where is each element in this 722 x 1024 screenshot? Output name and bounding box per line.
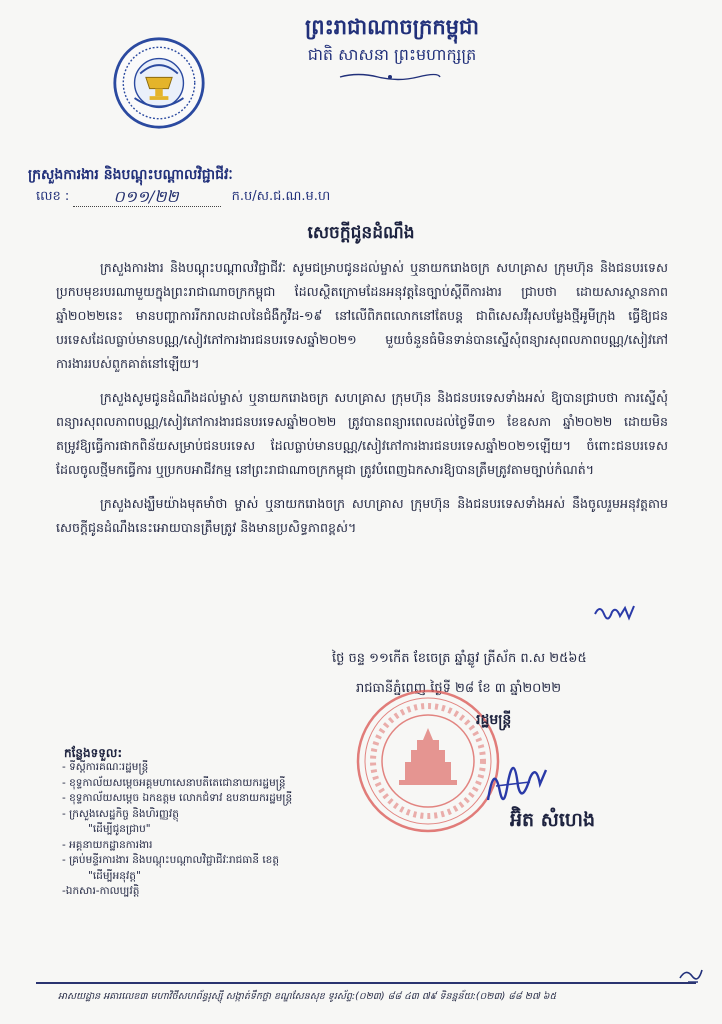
footer-divider — [36, 982, 696, 984]
recipients-title: កន្លែងទទួល: — [64, 746, 123, 760]
minister-name: អ៊ិត សំហេង — [510, 809, 596, 831]
recipient-item: - អគ្គនាយកដ្ឋានការងារ — [62, 838, 153, 851]
recipient-item: - ខុទ្ទកាល័យសម្តេចអគ្គមហាសេនាបតីតេជោនាយករដ្ឋមន្ត្រី — [62, 776, 286, 789]
paragraph-3: ក្រសួងសង្ឃឹមយ៉ាងមុតមាំថា ម្ចាស់ ឬនាយករោងចក្រ សហគ្រាស ក្រុមហ៊ុន និងជនបរទេសទាំងអស់ នឹងចូលរួមអនុវត្តតាមសេចក្តីជូនដំណឹងនេះអោយបានត្រឹមត្រូវ និងមានប្រសិទ្ធភាពខ្ពស់។ — [56, 496, 668, 535]
letter-body — [56, 256, 668, 550]
motto-ornament-icon — [338, 72, 442, 82]
initials-signature-icon — [592, 600, 638, 624]
lunar-date: ថ្ងៃ ចន្ទ ១១កើត ខែចេត្រ ឆ្នាំឆ្លូវ ត្រីស័ក ព.ស ២៥៦៥ — [332, 651, 587, 666]
reference-suffix: ក.ប/ស.ជ.ណ.ម.ហ — [231, 189, 331, 204]
recipient-item: - គ្រប់មន្ទីរការងារ និងបណ្តុះបណ្តាលវិជ្ជាជីវៈរាជធានី ខេត្ត — [62, 854, 280, 866]
recipient-item: -ឯកសារ-កាលប្បវត្តិ — [62, 885, 140, 897]
solar-date: រាជធានីភ្នំពេញ ថ្ងៃទី ២៨ ខែ ៣ ឆ្នាំ២០២២ — [356, 681, 562, 696]
recipient-item: - ទីស្តីការគណៈរដ្ឋមន្ត្រី — [62, 761, 149, 773]
reference-value: ០១១/២២ — [113, 187, 179, 206]
minister-title: រដ្ឋមន្ត្រី — [476, 712, 512, 728]
reference-line — [73, 187, 221, 207]
recipients-list — [62, 760, 372, 900]
paragraph-2: ក្រសួងសូមជូនដំណឹងដល់ម្ចាស់ ឬនាយករោងចក្រ សហគ្រាស ក្រុមហ៊ុន និងជនបរទេសទាំងអស់ ឱ្យបានជ្រាបថា ការស្នើសុំពន្យារសុពលភាពបណ្ណ/សៀវភៅការងារជនបរទេសឆ្នាំ២០២២ ត្រូវបានពន្យារពេលដល់ថ្ងៃទី៣១ ខែឧសភា ឆ្នាំ២០២២ ដោយមិនតម្រូវឱ្យធ្វើការផាកពិន័យសម្រាប់ជនបរទេស ដែលធ្លាប់មានបណ្ណ/សៀវភៅការងារជនបរទេសឆ្នាំ២០២១ឡើយ។ ចំពោះជនបរទេសដែលចូលថ្មីមកធ្វើការ ឬប្រកបអាជីវកម្ម នៅព្រះរាជាណាចក្រកម្ពុជា ត្រូវបំពេញឯកសារឱ្យបានត្រឹមត្រូវតាមច្បាប់កំណត់។ — [56, 390, 668, 477]
footer-ornament-icon — [676, 962, 706, 984]
document-subject: សេចក្តីជូនដំណឹង — [307, 223, 415, 243]
recipient-item: - ខុទ្ទកាល័យសម្តេច ឯកឧត្តម លោកជំទាវ ឧបនាយករដ្ឋមន្ត្រី — [62, 792, 293, 804]
recipient-item: - ក្រសួងសេដ្ឋកិច្ច និងហិរញ្ញវត្ថុ — [62, 807, 179, 820]
reference-label: លេខ : — [36, 189, 70, 204]
recipient-item: "ដើម្បីអនុវត្ត" — [88, 869, 141, 882]
reference-number — [36, 188, 330, 207]
paragraph-1: ក្រសួងការងារ និងបណ្តុះបណ្តាលវិជ្ជាជីវៈ សូមជម្រាបជូនដល់ម្ចាស់ ឬនាយករោងចក្រ សហគ្រាស ក្រុមហ៊ុន និងជនបរទេសប្រកបមុខរបរណាមួយក្នុងព្រះរាជាណាចក្រកម្ពុជា ដែលស្ថិតក្រោមដែនអនុវត្តនៃច្បាប់ស្តីពីការងារ ជ្រាបថា ដោយសារស្ថានភាពឆ្នាំ២០២២នេះ មានបញ្ហាការរីករាលដាលនៃជំងឺកូវីដ-១៩ នៅលើពិភពលោកនៅតែបន្ត ជាពិសេសវីរុសបម្លែងថ្មីអូមីក្រុង ធ្វើឱ្យជនបរទេសដែលធ្លាប់មានបណ្ណ/សៀវភៅការងារជនបរទេសឆ្នាំ២០២១ មួយចំនួនធំមិនទាន់បានស្នើសុំពន្យារសុពលភាពបណ្ណ/សៀវភៅការងាររបស់ពួកគាត់នៅឡើយ។ — [56, 260, 668, 371]
kingdom-header: ព្រះរាជាណាចក្រកម្ពុជា — [304, 15, 479, 39]
national-motto: ជាតិ សាសនា ព្រះមហាក្សត្រ — [307, 45, 477, 64]
ministry-emblem-icon — [112, 36, 206, 130]
footer-address: អាសយដ្ឋាន អគារលេខ៣ មហាវិថីសហព័ន្ធរុស្ស៊ី សង្កាត់ទឹកថ្លា ខណ្ឌសែនសុខ ទូរស័ព្ទ:(០២៣) ៨៨ ៤៣ ៧៩ ទិនន្នន័យ:(០២៣) ៨៨ ២៧ ៦៥ — [58, 991, 557, 1002]
sender-ministry: ក្រសួងការងារ និងបណ្តុះបណ្តាលវិជ្ជាជីវៈ — [28, 167, 233, 183]
recipient-item: "ដើម្បីជូនជ្រាប" — [88, 823, 151, 835]
